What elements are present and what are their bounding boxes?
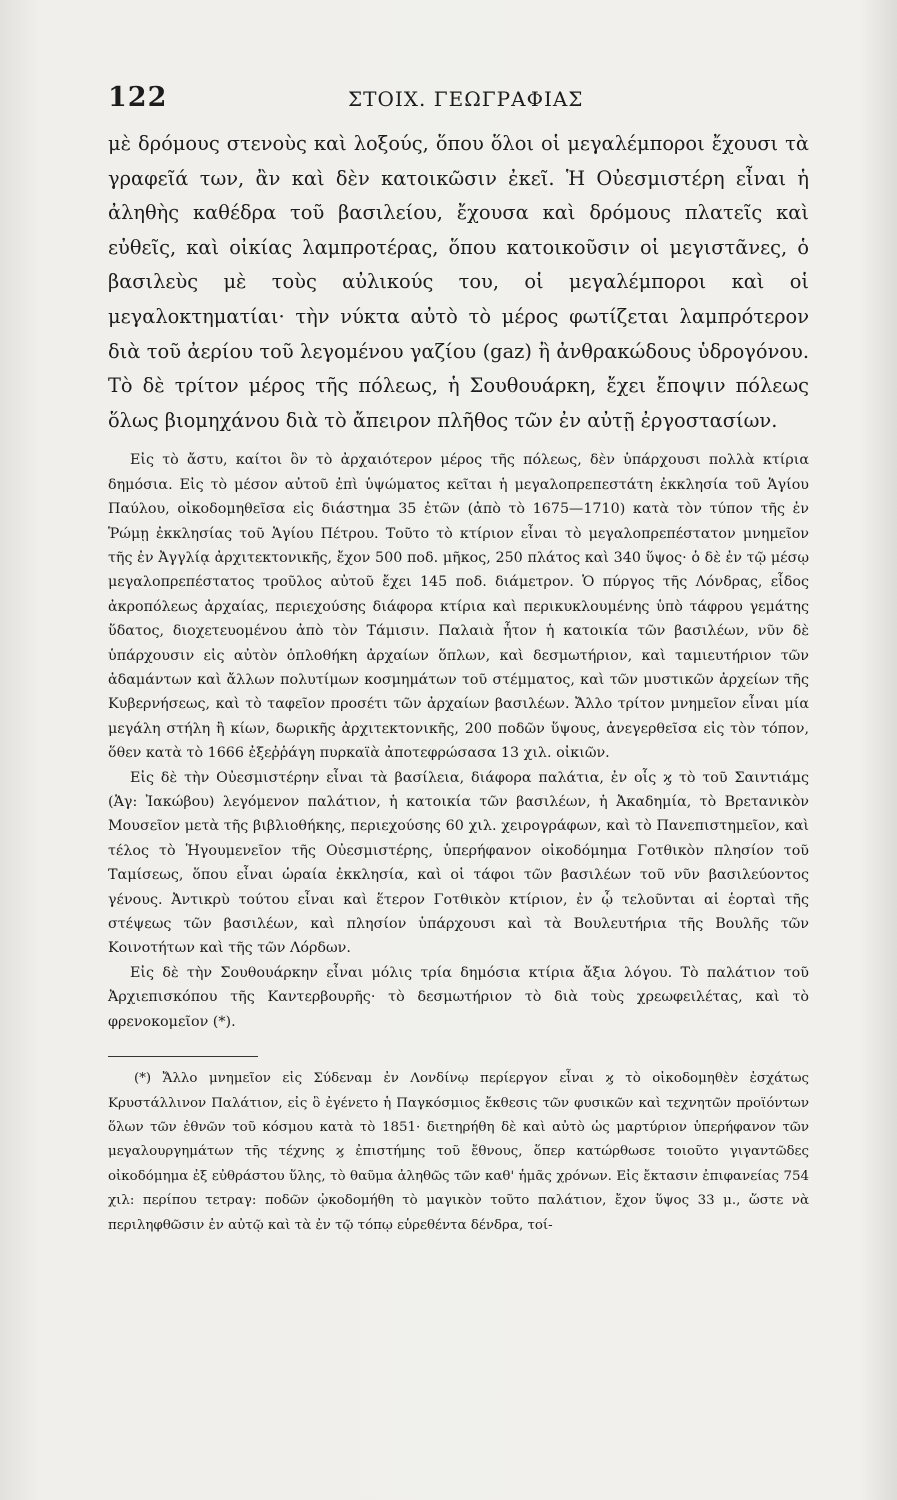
footnote-section xyxy=(108,1067,809,1238)
paragraph-southwark: Εἰς δὲ τὴν Σουθουάρκην εἶναι μόλις τρία δημόσια κτίρια ἄξια λόγου. Τὸ παλάτιον τοῦ Ἀρχιεπισκόπου τῆς Καντερβουρῆς· τὸ δεσμωτήριον τὸ διὰ τοὺς χρεωφειλέτας, καὶ τὸ φρενοκομεῖον (*). xyxy=(108,964,809,1030)
running-title: ΣΤΟΙΧ. ΓΕΩΓΡΑΦΙΑΣ xyxy=(348,87,584,111)
intro-paragraph: μὲ δρόμους στενοὺς καὶ λοξούς, ὅπου ὅλοι οἱ μεγαλέμποροι ἔχουσι τὰ γραφεῖά των, ἂν καὶ δὲν κατοικῶσιν ἐκεῖ. Ἡ Οὐεσμιστέρη εἶναι ἡ ἀληθὴς καθέδρα τοῦ βασιλείου, ἔχουσα καὶ δρόμους πλατεῖς καὶ εὐθεῖς, καὶ οἰκίας λαμπροτέρας, ὅπου κατοικοῦσιν οἱ μεγιστᾶνες, ὁ βασιλεὺς μὲ τοὺς αὐλικούς του, οἱ μεγαλέμποροι καὶ οἱ μεγαλοκτηματίαι· τὴν νύκτα αὐτὸ τὸ μέρος φωτίζεται λαμπρότερον διὰ τοῦ ἀερίου τοῦ λεγομένου γαζίου (gaz) ἢ ἀνθρακώδους ὑδρογόνου. Τὸ δὲ τρίτον μέρος τῆς πόλεως, ἡ Σουθουάρκη, ἔχει ἔποψιν πόλεως ὅλως βιομηχάνου διὰ τὸ ἄπειρον πλῆθος τῶν ἐν αὐτῇ ἐργοστασίων. xyxy=(108,132,809,432)
page-number: 122 xyxy=(108,82,168,113)
footnote-text: (*) Ἄλλο μνημεῖον εἰς Σύδεναμ ἐν Λονδίνῳ περίεργον εἶναι ϗ τὸ οἰκοδομηθὲν ἐσχάτως Κρυστάλλινον Παλάτιον, εἰς ὃ ἐγένετο ἡ Παγκόσμιος ἔκθεσις τῶν φυσικῶν καὶ τεχνητῶν προϊόντων ὅλων τῶν ἐθνῶν τοῦ κόσμου κατὰ τὸ 1851· διετηρήθη δὲ καὶ αὐτὸ ὡς μαρτύριον ὑπερήφανον τῶν μεγαλουργημάτων τῆς τέχνης ϗ ἐπιστήμης τοῦ ἔθνους, ὅπερ κατώρθωσε τοιοῦτο γιγαντῶδες οἰκοδόμημα ἐξ εὐθράστου ὕλης, τὸ θαῦμα ἀληθῶς τῶν καθ' ἡμᾶς χρόνων. Εἰς ἔκτασιν ἐπιφανείας 754 χιλ: περίπου τετραγ: ποδῶν ᾠκοδομήθη τὸ μαγικὸν τοῦτο παλάτιον, ἔχον ὕψος 33 μ., ὥστε νὰ περιληφθῶσιν ἐν αὐτῷ καὶ τὰ ἐν τῷ τόπῳ εὑρεθέντα δένδρα, τοί- xyxy=(108,1071,809,1233)
intro-section xyxy=(108,127,809,438)
footnote-divider xyxy=(108,1056,258,1057)
body-text xyxy=(108,448,809,1034)
paragraph-city: Εἰς τὸ ἄστυ, καίτοι ὂν τὸ ἀρχαιότερον μέρος τῆς πόλεως, δὲν ὑπάρχουσι πολλὰ κτίρια δημόσια. Εἰς τὸ μέσον αὐτοῦ ἐπὶ ὑψώματος κεῖται ἡ μεγαλοπρεπεστάτη ἐκκλησία τοῦ Ἁγίου Παύλου, οἰκοδομηθεῖσα εἰς διάστημα 35 ἐτῶν (ἀπὸ τὸ 1675—1710) κατὰ τὸν τύπον τῆς ἐν Ῥώμῃ ἐκκλησίας τοῦ Ἁγίου Πέτρου. Τοῦτο τὸ κτίριον εἶναι τὸ μεγαλοπρεπέστατον μνημεῖον τῆς ἐν Ἀγγλίᾳ ἀρχιτεκτονικῆς, ἔχον 500 ποδ. μῆκος, 250 πλάτος καὶ 340 ὕψος· ὁ δὲ ἐν τῷ μέσῳ μεγαλοπρεπέστατος τροῦλος αὐτοῦ ἔχει 145 ποδ. διάμετρον. Ὁ πύργος τῆς Λόνδρας, εἶδος ἀκροπόλεως ἀρχαίας, περιεχούσης διάφορα κτίρια καὶ περικυκλουμένης ὑπὸ τάφρου γεμάτης ὕδατος, διοχετευομένου ἀπὸ τὸν Τάμισιν. Παλαιὰ ἦτον ἡ κατοικία τῶν βασιλέων, νῦν δὲ ὑπάρχουσιν εἰς αὐτὸν ὁπλοθήκη ἀρχαίων ὅπλων, καὶ δεσμωτήριον, καὶ ταμιευτήριον τῶν ἀδαμάντων καὶ ἄλλων πολυτίμων κοσμημάτων τοῦ στέμματος, καὶ τῶν μυστικῶν ἀρχείων τῆς Κυβερνήσεως, καὶ τὸ ταφεῖον προσέτι τῶν ἀρχαίων βασιλέων. Ἄλλο τρίτον μνημεῖον εἶναι μία μεγάλη στήλη ἢ κίων, δωρικῆς ἀρχιτεκτονικῆς, 200 ποδῶν ὕψους, ἀνεγερθεῖσα εἰς τὸν τόπον, ὅθεν κατὰ τὸ 1666 ἐξεῤῥάγη πυρκαϊὰ ἀποτεφρώσασα 13 χιλ. οἰκιῶν. xyxy=(108,452,809,762)
paragraph-westminster: Εἰς δὲ τὴν Οὐεσμιστέρην εἶναι τὰ βασίλεια, διάφορα παλάτια, ἐν οἷς ϗ τὸ τοῦ Σαιντιάμς (Ἁγ: Ἰακώβου) λεγόμενον παλάτιον, ἡ κατοικία τῶν βασιλέων, ἡ Ἀκαδημία, τὸ Βρετανικὸν Μουσεῖον μετὰ τῆς βιβλιοθήκης, περιεχούσης 60 χιλ. χειρογράφων, καὶ τὸ Πανεπιστημεῖον, καὶ τέλος τὸ Ἡγουμενεῖον τῆς Οὐεσμιστέρης, ὑπερήφανον οἰκοδόμημα Γοτθικὸν πλησίον τοῦ Ταμίσεως, ὅπου εἶναι ὡραία ἐκκλησία, καὶ οἱ τάφοι τῶν βασιλέων τοῦ νῦν βασιλεύοντος γένους. Ἀντικρὺ τούτου εἶναι καὶ ἕτερον Γοτθικὸν κτίριον, ἐν ᾧ τελοῦνται αἱ ἑορταὶ τῆς στέψεως τῶν βασιλέων, καὶ πλησίον ὑπάρχουσι καὶ τὰ Βουλευτήρια τῆς Βουλῆς τῶν Κοινοτήτων καὶ τῆς τῶν Λόρδων. xyxy=(108,769,809,957)
page-header xyxy=(108,82,809,113)
